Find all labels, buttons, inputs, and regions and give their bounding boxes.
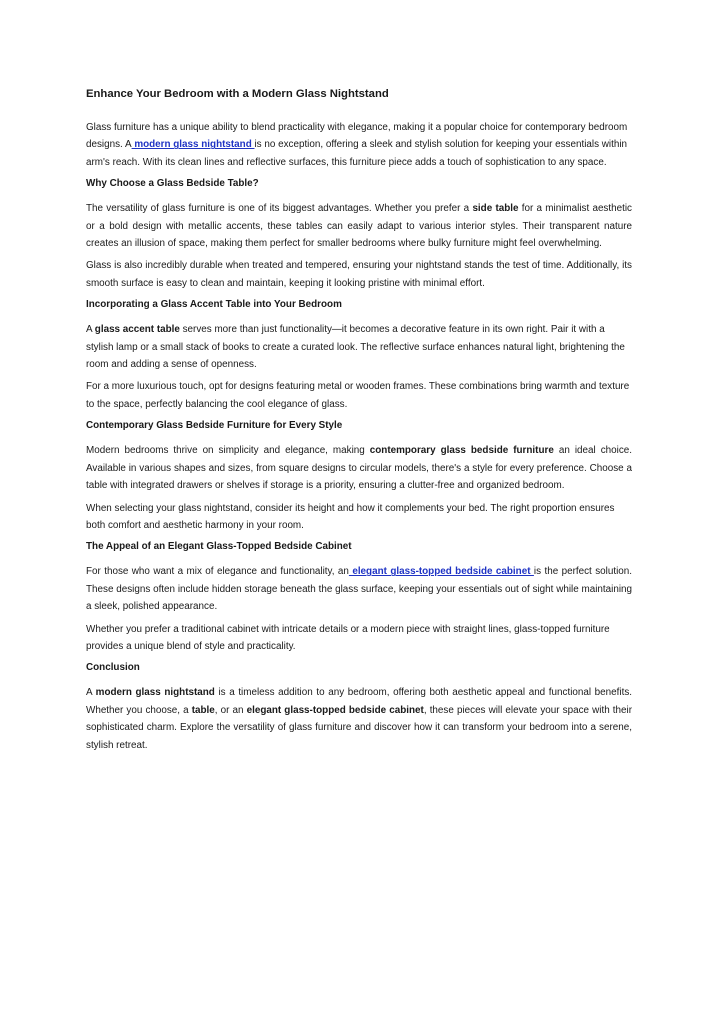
text-run: For those who want a mix of elegance and functionality, an [86,566,349,578]
conclusion-paragraph [86,684,632,754]
section-heading-cabinet: The Appeal of an Elegant Glass-Topped Bedside Cabinet [86,541,352,553]
bold-glass-accent-table: glass accent table [94,324,180,336]
intro-paragraph [86,119,632,171]
intro-text-1: Glass furniture has a unique ability to blend practicality with elegance, making it a popular choice for contemporary bedroom designs. A [86,122,628,151]
accent-table-paragraph-2: For a more luxurious touch, opt for designs featuring metal or wooden frames. These combinations bring warmth and texture to the space, perfectly balancing the cool elegance of glass. [86,381,630,410]
text-run: an ideal choice. Available in various shapes and sizes, from square designs to circular models, there's a style for every preference. Choose a table with integrated drawers or shelves if storage is a priority, ensuring a clutter-free and organized bedroom. [86,445,632,492]
why-choose-paragraph-1 [86,200,632,252]
text-run: Modern bedrooms thrive on simplicity and elegance, making [86,445,370,457]
bold-elegant-cabinet: elegant glass-topped bedside cabinet [246,704,424,716]
cabinet-paragraph-1 [86,563,632,615]
bold-side-table: side table [472,203,519,215]
section-heading-contemporary: Contemporary Glass Bedside Furniture for Every Style [86,420,343,432]
text-run: for a minimalist aesthetic or a bold design with metallic accents, these tables can easily adapt to various interior styles. Their transparent nature creates an illusion of space, making them perfect for smaller bedrooms where bulky furniture might feel overwhelming. [86,203,632,250]
cabinet-paragraph-2: Whether you prefer a traditional cabinet with intricate details or a modern piece with straight lines, glass-topped furniture provides a unique blend of style and practicality. [86,623,610,652]
accent-table-paragraph-1 [86,321,632,373]
bold-table: table [191,704,215,716]
text-run: serves more than just functionality—it becomes a decorative feature in its own right. Pair it with a stylish lamp or a small stack of books to create a curated look. The reflective surface enhances natural light, brightening the room and adding a sense of openness. [86,324,625,371]
elegant-glass-topped-cabinet-link[interactable]: elegant glass-topped bedside cabinet [348,566,534,578]
article-body [86,86,632,759]
text-run: , or an [214,704,247,716]
section-heading-why-choose: Why Choose a Glass Bedside Table? [86,178,259,190]
text-run: A [86,324,95,336]
text-run: , these pieces will elevate your space with their sophisticated charm. Explore the versatility of glass furniture and discover how it can transform your bedroom into a serene, stylish retreat. [86,704,632,751]
modern-glass-nightstand-link[interactable]: modern glass nightstand [131,139,255,151]
text-run: The versatility of glass furniture is one of its biggest advantages. Whether you prefer a [86,203,473,215]
article-title: Enhance Your Bedroom with a Modern Glass Nightstand [86,88,389,100]
section-heading-accent-table: Incorporating a Glass Accent Table into Your Bedroom [86,299,342,311]
contemporary-paragraph-2: When selecting your glass nightstand, consider its height and how it complements your bed. The right proportion ensures both comfort and aesthetic harmony in your room. [86,502,615,531]
why-choose-paragraph-2: Glass is also incredibly durable when treated and tempered, ensuring your nightstand stands the test of time. Additionally, its smooth surface is easy to clean and maintain, keeping it looking pristine with minimal effort. [86,260,632,289]
text-run: A [86,687,96,699]
contemporary-paragraph-1 [86,442,632,494]
section-heading-conclusion: Conclusion [86,662,140,674]
text-run: is a timeless addition to any bedroom, offering both aesthetic appeal and functional benefits. Whether you choose, a [86,687,633,716]
bold-modern-nightstand: modern glass nightstand [95,687,215,699]
intro-text-2: is no exception, offering a sleek and stylish solution for keeping your essentials within arm's reach. With its clean lines and reflective surfaces, this furniture piece adds a touch of sophistication to any space. [86,139,628,168]
text-run: is the perfect solution. These designs often include hidden storage beneath the glass surface, keeping your essentials out of sight while maintaining a sleek, polished appearance. [86,566,632,613]
bold-contemporary-furniture: contemporary glass bedside furniture [369,445,554,457]
